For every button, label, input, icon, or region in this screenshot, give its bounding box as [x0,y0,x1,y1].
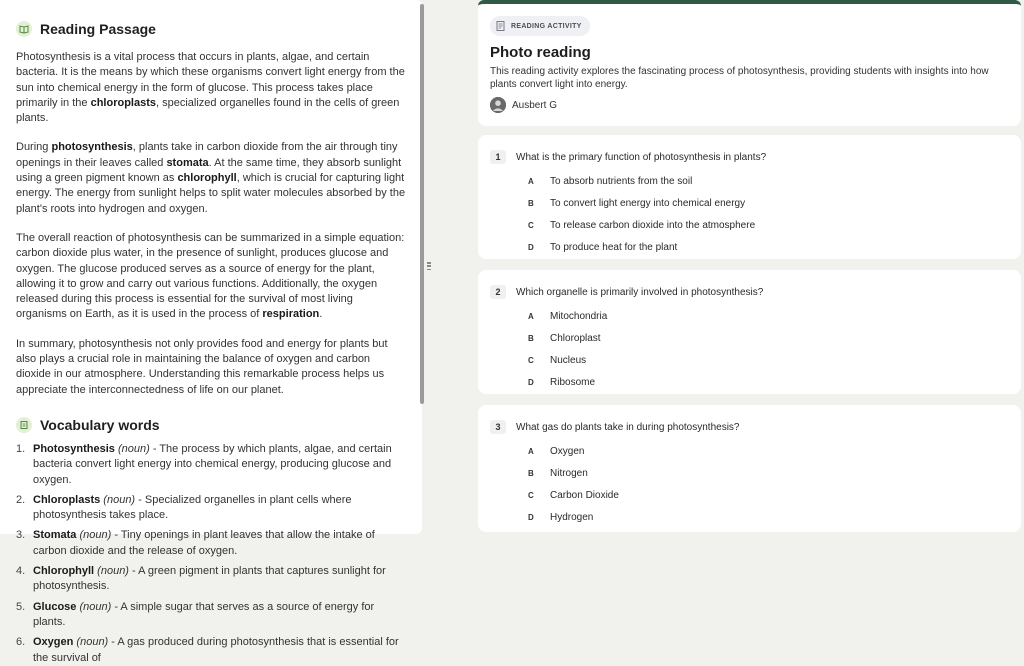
vocab-item: 5. Glucose (noun) - A simple sugar that serves as a source of energy for plants. [16,600,375,628]
vocab-list [16,442,406,666]
passage-paragraph: In summary, photosynthesis not only provides food and energy for plants but also plays a crucial role in maintaining the balance of oxygen and carbon dioxide in our atmosphere. Understanding this remarkable process helps us appreciate the interconnectedness of life on our planet. [16,337,388,396]
vocab-item: 2. Chloroplasts (noun) - Specialized organelles in plant cells where photosynthesis takes place. [16,493,352,522]
activity-badge [490,16,590,36]
question-text: What gas do plants take in during photosynthesis? [516,421,740,433]
document-icon [496,21,505,31]
question-number: 1 [490,150,506,164]
vocab-item: 1. Photosynthesis (noun) - The process by which plants, algae, and certain bacteria convert light energy into chemical energy, producing glucose and oxygen. [16,442,392,486]
question-number: 3 [490,420,506,434]
vocab-item: 3. Stomata (noun) - Tiny openings in plant leaves that allow the intake of carbon dioxide and the release of oxygen. [16,529,375,557]
passage-body [16,50,406,398]
answer-option[interactable]: D Ribosome [528,376,596,388]
vocab-item: 6. Oxygen (noun) - A gas produced during photosynthesis that is essential for the survival of [16,636,399,664]
passage-scrollbar[interactable] [420,4,424,404]
passage-paragraph: The overall reaction of photosynthesis can be summarized in a simple equation: carbon dioxide plus water, in the presence of sunlight, produces glucose and oxygen. The glucose produced serves as a source of energy for the plant, allowing it to grow and carry out various functions. Additionally, the oxygen released during this process is essential for the survival of most living organisms on Earth, as it is used in the process of respiration. [16,231,405,321]
activity-badge-label: READING ACTIVITY [511,22,582,30]
panel-resize-handle[interactable] [427,262,431,270]
avatar [490,97,506,113]
activity-description: This reading activity explores the fascinating process of photosynthesis, providing students with insights into how plants convert light into energy. [490,66,989,90]
book-icon [16,417,32,433]
answer-option[interactable]: C Nucleus [528,354,587,366]
passage-paragraph: Photosynthesis is a vital process that occurs in plants, algae, and certain bacteria. It is the means by which these organisms convert light energy from the sun into chemical energy in the form of glucose. This process takes place primarily in the chloroplasts, specialized organelles found in the cells of green plants. [16,51,405,125]
activity-header-card [478,0,1021,126]
author-name: Ausbert G [512,99,558,111]
answer-option[interactable]: B Chloroplast [528,332,601,344]
passage-title: Reading Passage [40,21,156,37]
question-text: What is the primary function of photosynthesis in plants? [516,151,767,163]
vocab-title: Vocabulary words [40,416,160,433]
answer-option[interactable]: C To release carbon dioxide into the atmosphere [528,219,756,231]
reading-passage-panel [0,0,422,664]
activity-panel [478,0,1021,534]
question-card [478,405,1021,532]
answer-options [490,440,1009,528]
answer-option[interactable]: A To absorb nutrients from the soil [528,175,693,187]
passage-paragraph: During photosynthesis, plants take in carbon dioxide from the air through tiny openings in their leaves called stomata. At the same time, they absorb sunlight using a green pigment known as chlorophyll, which is crucial for capturing light energy. The energy from sunlight helps to split water molecules absorbed by the plant's roots into hydrogen and oxygen. [16,141,406,215]
answer-option[interactable]: D To produce heat for the plant [528,241,678,253]
answer-option[interactable]: A Mitochondria [528,310,608,322]
book-icon [16,21,32,37]
vocab-item: 4. Chlorophyll (noun) - A green pigment in plants that captures sunlight for photosynthesis. [16,565,386,593]
answer-option[interactable]: B Nitrogen [528,467,588,479]
answer-options [490,170,1009,258]
question-card [478,270,1021,394]
question-text: Which organelle is primarily involved in photosynthesis? [516,286,764,298]
answer-option[interactable]: C Carbon Dioxide [528,489,619,501]
author [490,97,1009,113]
question-card [478,135,1021,259]
answer-options [490,305,1009,393]
answer-option[interactable]: A Oxygen [528,445,585,457]
activity-title: Photo reading [490,44,591,61]
passage-header [16,18,406,40]
vocab-header [16,414,406,436]
answer-option[interactable]: D Hydrogen [528,511,594,523]
question-number: 2 [490,285,506,299]
answer-option[interactable]: B To convert light energy into chemical energy [528,197,746,209]
passage-scroll-area[interactable] [0,0,422,664]
